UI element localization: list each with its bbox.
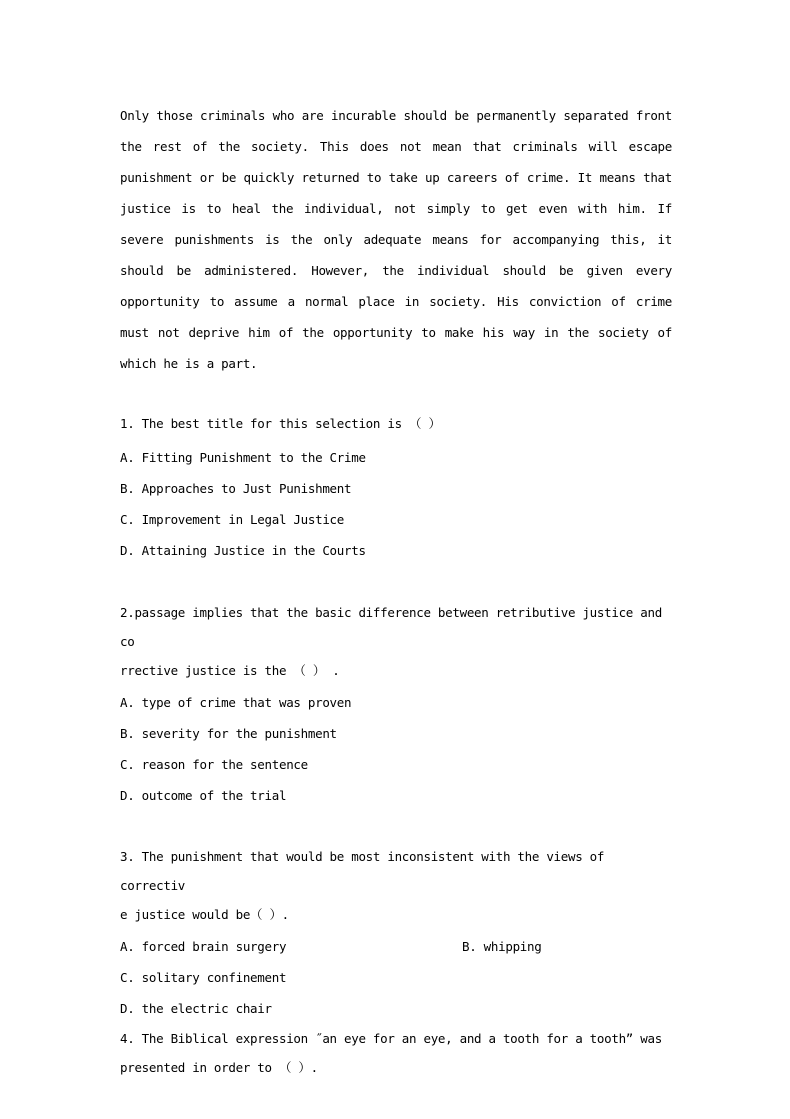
question-1-option-b: B. Approaches to Just Punishment	[120, 481, 352, 496]
question-3-option-b: B. whipping	[462, 939, 542, 954]
question-2-option-d: D. outcome of the trial	[120, 788, 287, 803]
question-1-option-a: A. Fitting Punishment to the Crime	[120, 450, 366, 465]
question-2-option-c: C. reason for the sentence	[120, 757, 308, 772]
question-3-option-a: A. forced brain surgery	[120, 939, 287, 954]
question-2-option-a: A. type of crime that was proven	[120, 695, 352, 710]
question-4-stem-line-1: 4. The Biblical expression ˝an eye for an eye, and a tooth for a tooth” was	[120, 1031, 662, 1046]
question-3-options-row-1	[120, 931, 672, 962]
question-4-stem-line-2: presented in order to （ ）.	[120, 1060, 318, 1075]
question-2-stem-line-2: rrective justice is the （ ） .	[120, 663, 340, 678]
document-page	[120, 100, 672, 1082]
question-2-option-b: B. severity for the punishment	[120, 726, 337, 741]
question-3-option-d: D. the electric chair	[120, 1001, 272, 1016]
question-2	[120, 598, 672, 811]
question-3-stem-line-2: e justice would be（ ）.	[120, 907, 289, 922]
question-1-option-c: C. Improvement in Legal Justice	[120, 512, 344, 527]
question-1-option-d: D. Attaining Justice in the Courts	[120, 543, 366, 558]
question-3-stem-line-1: 3. The punishment that would be most inconsistent with the views of correctiv	[120, 849, 605, 893]
question-2-stem-line-1: 2.passage implies that the basic difference between retributive justice and co	[120, 605, 662, 649]
question-4	[120, 1024, 672, 1082]
question-1-stem: 1. The best title for this selection is （ ）	[120, 416, 441, 431]
reading-passage: Only those criminals who are incurable should be permanently separated front the rest of the society. This does not mean that criminals will escape punishment or be quickly returned to take up careers of crime. It means that justice is to heal the individual, not simply to get even with him. If severe punishments is the only adequate means for accompanying this, it should be administered. However, the individual should be given every opportunity to assume a normal place in society. His conviction of crime must not deprive him of the opportunity to make his way in the society of which he is a part.	[120, 108, 672, 371]
question-3-option-c: C. solitary confinement	[120, 970, 287, 985]
question-1	[120, 409, 672, 566]
question-3	[120, 842, 672, 1024]
